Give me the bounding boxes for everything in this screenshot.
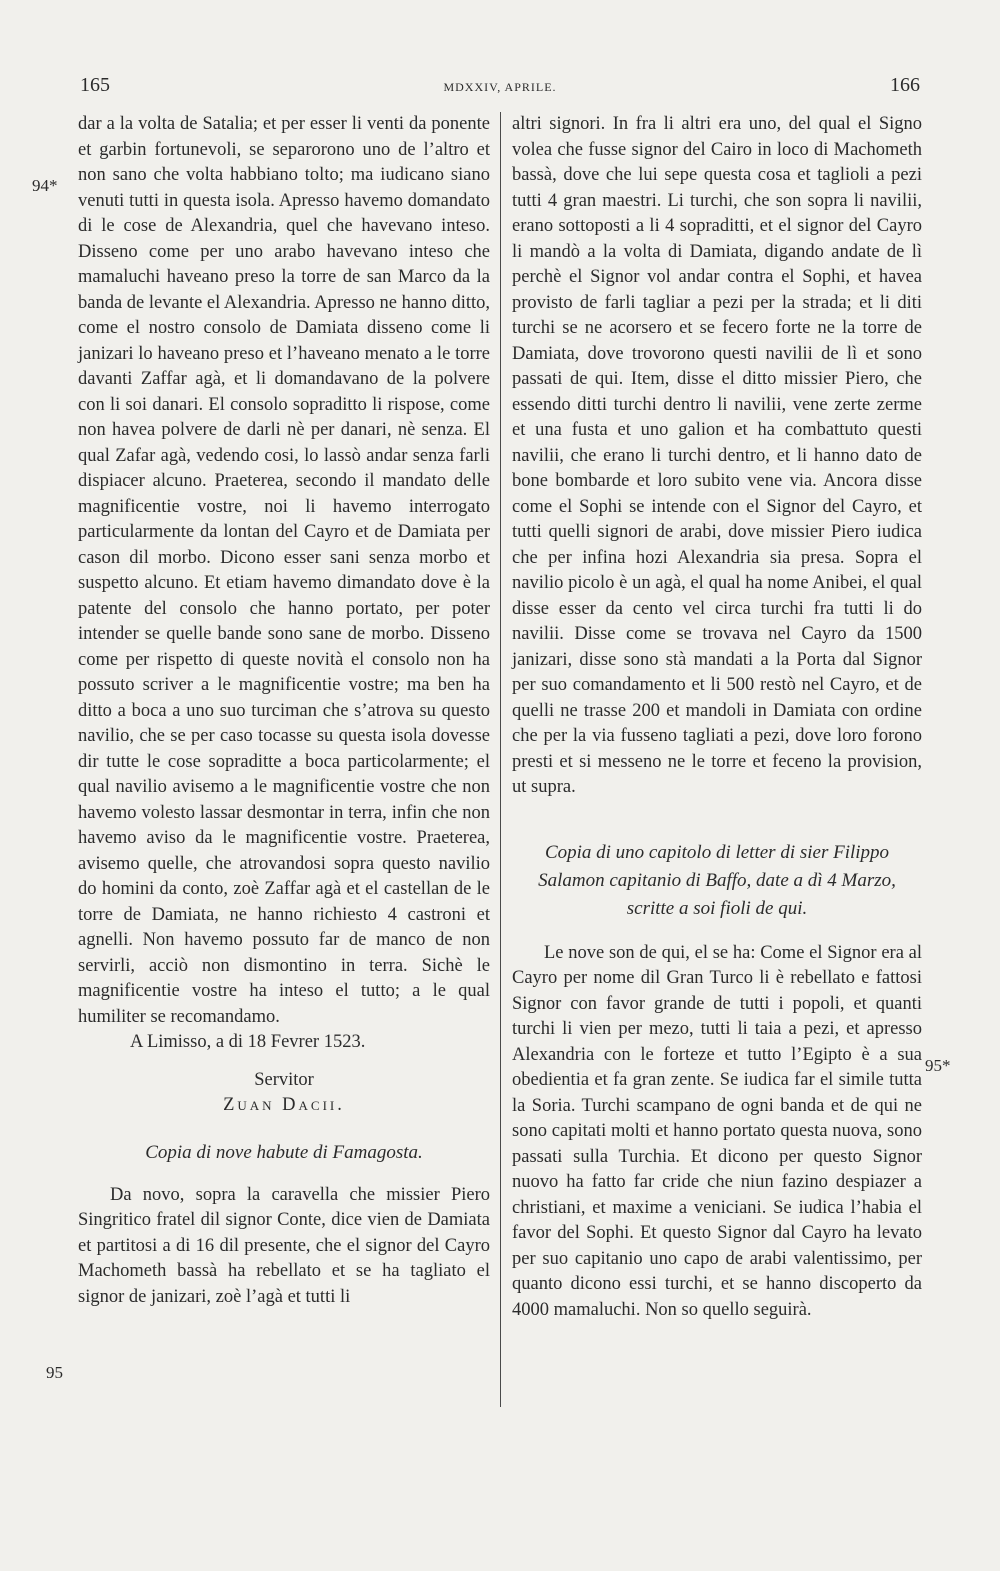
running-title: MDXXIV, APRILE.: [443, 80, 557, 94]
right-paragraph-1: altri signori. In fra li altri era uno, del qual el Signo volea che fusse signor del Cairo in loco di Machometh bassà, dove che lui sepe questa cosa et taglioli a pezi tutti 4 gran maestri. Li turchi, che son sopra li navilii, erano sottoposti a li 4 sopraditti, et el signor del Cayro li mandò a la volta di Damiata, digando andate de lì perchè el Signor vol andar contra el Sophi, et havea provisto de farli tagliar a pezi per la strada; et li diti turchi se ne acorsero et se fecero forte ne la torre de Damiata, dove trovorono questi navilii de lì et sono passati de qui. Item, disse el ditto missier Piero, che essendo ditti turchi dentro li navilii, vene zerte zerme et una fusta et uno galion et ha combattuto questi navilii, che erano li turchi dentro, et li hanno dato de bone bombarde et loro subito vene via. Ancora disse come el Sophi se intende con el Signor del Cayro, et tutti quelli signori de arabi, dove missier Piero iudica che per infina hozi Alexandria sia presa. Sopra el navilio picolo è un agà, el qual ha nome Anibei, el qual disse esser da cento vel circa turchi fra tutti li do navilii. Disse come se trovava nel Cayro da 1500 janizari, disse sono stà mandati a la Porta dal Signor per suo comandamento et li 500 restò nel Cayro, et de quelli ne trasse 200 et mandoli in Damiata con ordine che per la via fusseno tagliati a pezi, dove loro forono presti et si messeno ne le torre et feceno la provision, ut supra.: [512, 114, 922, 797]
left-column: [78, 112, 490, 1310]
left-paragraph-1: dar a la volta de Satalia; et per esser li venti da ponente et garbin fortunevoli, se separorono uno de l’altro et non sano che volta habbiano tolto; ma iudicano siano venuti tutti in questa isola. Apresso havemo domandato di le cose de Alexandria, quel che havevano inteso. Disseno come per uno arabo havevano inteso che mamaluchi haveano preso la torre de san Marco da la banda de levante el Alexandria. Apresso ne hanno ditto, come el nostro consolo de Damiata disseno come li janizari lo haveano preso et l’haveano menato a le torre davanti Zaffar agà, et li domandavano de la polvere con li soi danari. El consolo sopraditto li rispose, come non havea polvere de darli nè per danari, nè senza. El qual Zafar agà, vedendo cosi, lo lassò andar senza farli dispiacer alcuno. Praeterea, secondo il mandato delle magnificentie vostre, noi li havemo interrogato particularmente da lontan del Cayro et de Damiata per cason dil morbo. Dicono esser sani senza morbo et suspetto alcuno. Et etiam havemo dimandato dove è la patente del consolo che hanno portato, per poter intender se quelle bande sono sane de morbo. Disseno come per rispetto di queste novità el consolo non ha possuto scriver a le magnificentie vostre; ma ben ha ditto a boca a uno suo turciman che s’atrova su questo navilio, che se per caso tocasse su questa isola dovesse dir tutte le cose sopraditte a boca particolarmente; el qual navilio avisemo a le magnificentie vostre che non havemo volesto lassar desmontar in terra, infin che non havemo aviso da le magnificentie vostre. Praeterea, avisemo quelle, che atrovandosi sopra questo navilio do homini da conto, zoè Zaffar agà et el castellan de le torre de Damiata, ne hanno richiesto 4 castroni et agnelli. Non havemo possuto far de manco de non servirli, acciò non dismontino in terra. Sichè le magnificentie vostre ha inteso el tutto; a le qual humiliter se recomandamo.: [78, 114, 491, 1027]
margin-number-94: 94*: [32, 176, 58, 195]
margin-number-95-left: 95: [46, 1363, 63, 1382]
signatory-name: Zuan Dacii.: [223, 1095, 345, 1115]
running-head: [70, 74, 930, 104]
section-heading-famagosta: Copia di nove habute di Famagosta.: [145, 1141, 423, 1163]
left-paragraph-2: Da novo, sopra la caravella che missier Piero Singritico fratel dil signor Conte, dice vien de Damiata et partitosi a di 16 dil presente, che el signor del Cayro Machometh bassà ha rebellato et se ha tagliato el signor de janizari, zoè l’agà et tutti li: [78, 1184, 490, 1307]
page-number-right: 166: [890, 74, 920, 96]
page-number-left: 165: [80, 74, 110, 96]
column-divider: [500, 112, 501, 1407]
letter-dateline: A Limisso, a di 18 Fevrer 1523.: [130, 1032, 366, 1052]
servitor-label: Servitor: [254, 1069, 314, 1090]
section-heading-salamon: Copia di uno capitolo di letter di sier Filippo Salamon capitanio di Baffo, date a dì 4 Marzo, scritte a soi fioli de qui.: [538, 841, 896, 919]
right-column: [512, 112, 922, 1323]
right-paragraph-2: Le nove son de qui, el se ha: Come el Signor era al Cayro per nome dil Gran Turco li è rebellato e fattosi Signor con favor grande de tutti i popoli, et quanti turchi li vien per mezo, tutti li taia a pezi, et apresso Alexandria con le forteze et tutto l’Egipto è a sua obedientia et fa gran zente. Se iudica far el simile tutta la Soria. Turchi scampano de ogni banda et de qui ne sono capitati molti et hanno portato questa nuova, sono passati sulla Turchia. Et dicono per questo Signor nuovo ha fatto far cride che niun fazino despiazer a christiani, et maxime a veniciani. Se iudica l’habia el favor del Sophi. Et questo Signor dal Cayro ha levato per suo capitanio uno capo de arabi valentissimo, per quanto dicono essi turchi, et se hanno discoperto da 4000 mamaluchi. Non so quello seguirà.: [512, 942, 922, 1320]
margin-number-95-right: 95*: [925, 1056, 951, 1075]
